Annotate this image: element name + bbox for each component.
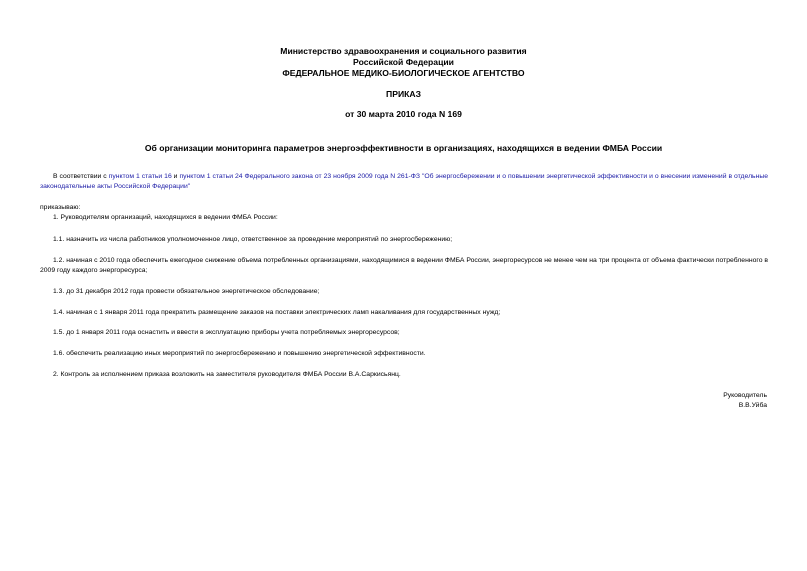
item-1-2: 1.2. начиная с 2010 года обеспечить ежегодное снижение объема потребленных организациями, находящимися в ведении ФМБА России, энергоресурсов не менее чем на три процента от объема фактически потребленного в 2009 году каждого энергоресурса; — [40, 257, 768, 274]
item-1: 1. Руководителям организаций, находящихся в ведении ФМБА России: — [53, 214, 278, 221]
item-1-5: 1.5. до 1 января 2011 года оснастить и ввести в эксплуатацию приборы учета потребляемых энергоресурсов; — [53, 329, 400, 336]
country-name: Российской Федерации — [353, 57, 454, 67]
agency-name: ФЕДЕРАЛЬНОЕ МЕДИКО-БИОЛОГИЧЕСКОЕ АГЕНТСТВО — [282, 68, 525, 78]
document-type: ПРИКАЗ — [386, 89, 421, 99]
item-1-4: 1.4. начиная с 1 января 2011 года прекратить размещение заказов на поставки электрических ламп накаливания для государственных нужд; — [53, 309, 501, 316]
signature-position: Руководитель — [723, 392, 767, 399]
law-link-article-16[interactable]: пунктом 1 статьи 16 — [108, 173, 172, 180]
item-2: 2. Контроль за исполнением приказа возложить на заместителя руководителя ФМБА России В.А.Саркисьянц. — [53, 371, 401, 378]
order-word: приказываю: — [40, 204, 81, 211]
preamble-and: и — [171, 173, 180, 180]
preamble-prefix: В соответствии с — [53, 173, 109, 180]
law-link-article-24[interactable]: пунктом 1 статьи 24 Федерального закона от 23 ноября 2009 года N 261-ФЗ "Об энергосбережении и о повышении энергетической эффективности и о внесении изменений в отдельные законодательные акты Российской Федерации" — [40, 173, 768, 190]
document-date-number: от 30 марта 2010 года N 169 — [345, 109, 462, 119]
preamble-paragraph — [40, 172, 768, 192]
ministry-name: Министерство здравоохранения и социального развития — [280, 46, 527, 56]
item-1-6: 1.6. обеспечить реализацию иных мероприятий по энергосбережению и повышению энергетической эффективности. — [53, 350, 426, 357]
document-title: Об организации мониторинга параметров энергоэффективности в организациях, находящихся в ведении ФМБА России — [144, 143, 663, 153]
item-1-3: 1.3. до 31 декабря 2012 года провести обязательное энергетическое обследование; — [53, 288, 320, 295]
signature-name: В.В.Уйба — [738, 402, 767, 409]
item-1-1: 1.1. назначить из числа работников уполномоченное лицо, ответственное за проведение мероприятий по энергосбережению; — [53, 236, 453, 243]
